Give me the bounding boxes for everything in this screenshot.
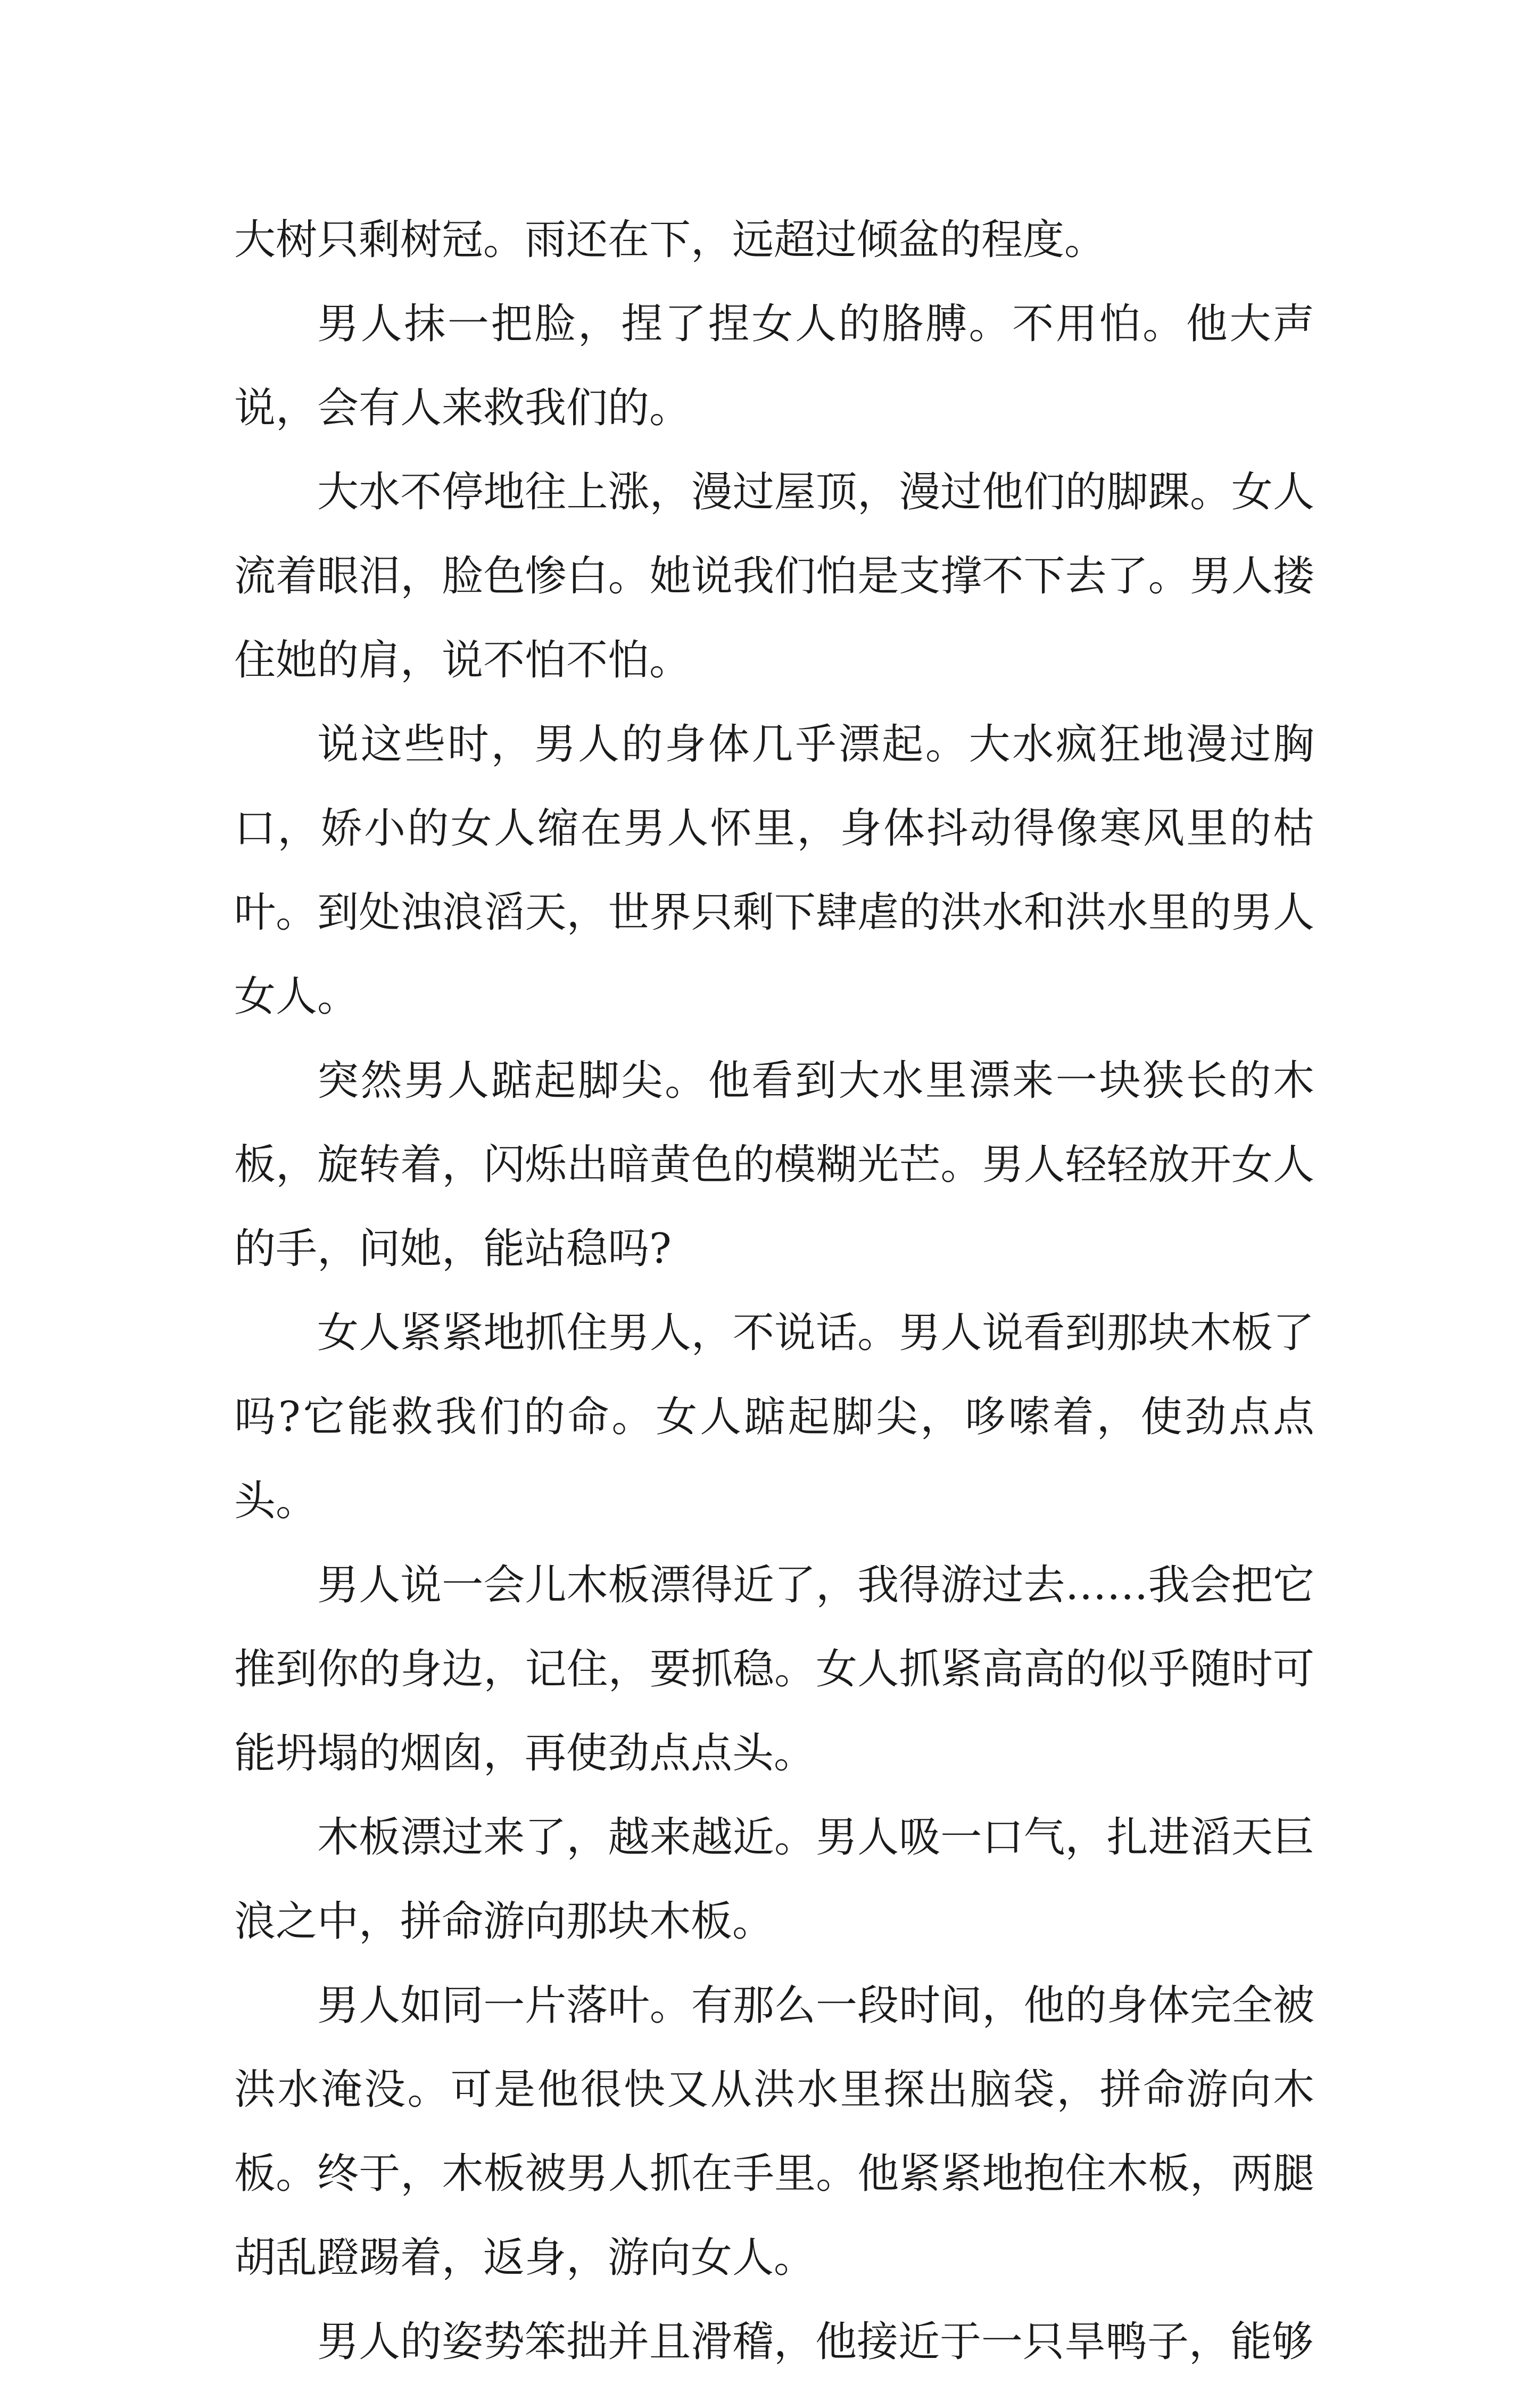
paragraph-1: 大树只剩树冠。雨还在下，远超过倾盆的程度。 [234, 216, 1106, 264]
paragraph-2: 男人抹一把脸，捏了捏女人的胳膊。不用怕。他大声说，会有人来救我们的。 [234, 300, 1314, 432]
paragraph-5: 突然男人踮起脚尖。他看到大水里漂来一块狭长的木板，旋转着，闪烁出暗黄色的模糊光芒。男人轻轻放开女人的手，问她，能站稳吗? [234, 1057, 1314, 1273]
paragraph-7: 男人说一会儿木板漂得近了，我得游过去……我会把它推到你的身边，记住，要抓稳。女人抓紧高高的似乎随时可能坍塌的烟囱，再使劲点点头。 [234, 1561, 1314, 1777]
paragraph-3: 大水不停地往上涨，漫过屋顶，漫过他们的脚踝。女人流着眼泪，脸色惨白。她说我们怕是支撑不下去了。男人搂住她的肩，说不怕不怕。 [234, 468, 1314, 684]
paragraph-8: 木板漂过来了，越来越近。男人吸一口气，扎进滔天巨浪之中，拼命游向那块木板。 [234, 1814, 1314, 1946]
story-text [234, 198, 1314, 2384]
paragraph-4: 说这些时，男人的身体几乎漂起。大水疯狂地漫过胸口，娇小的女人缩在男人怀里，身体抖动得像寒风里的枯叶。到处浊浪滔天，世界只剩下肆虐的洪水和洪水里的男人女人。 [234, 721, 1314, 1021]
paragraph-10: 男人的姿势笨拙并且滑稽，他接近于一只旱鸭子，能够 [317, 2318, 1314, 2366]
paragraph-6: 女人紧紧地抓住男人，不说话。男人说看到那块木板了吗?它能救我们的命。女人踮起脚尖，哆嗦着，使劲点点头。 [234, 1309, 1314, 1525]
paragraph-9: 男人如同一片落叶。有那么一段时间，他的身体完全被洪水淹没。可是他很快又从洪水里探出脑袋，拼命游向木板。终于，木板被男人抓在手里。他紧紧地抱住木板，两腿胡乱蹬踢着，返身，游向女人。 [234, 1982, 1314, 2282]
